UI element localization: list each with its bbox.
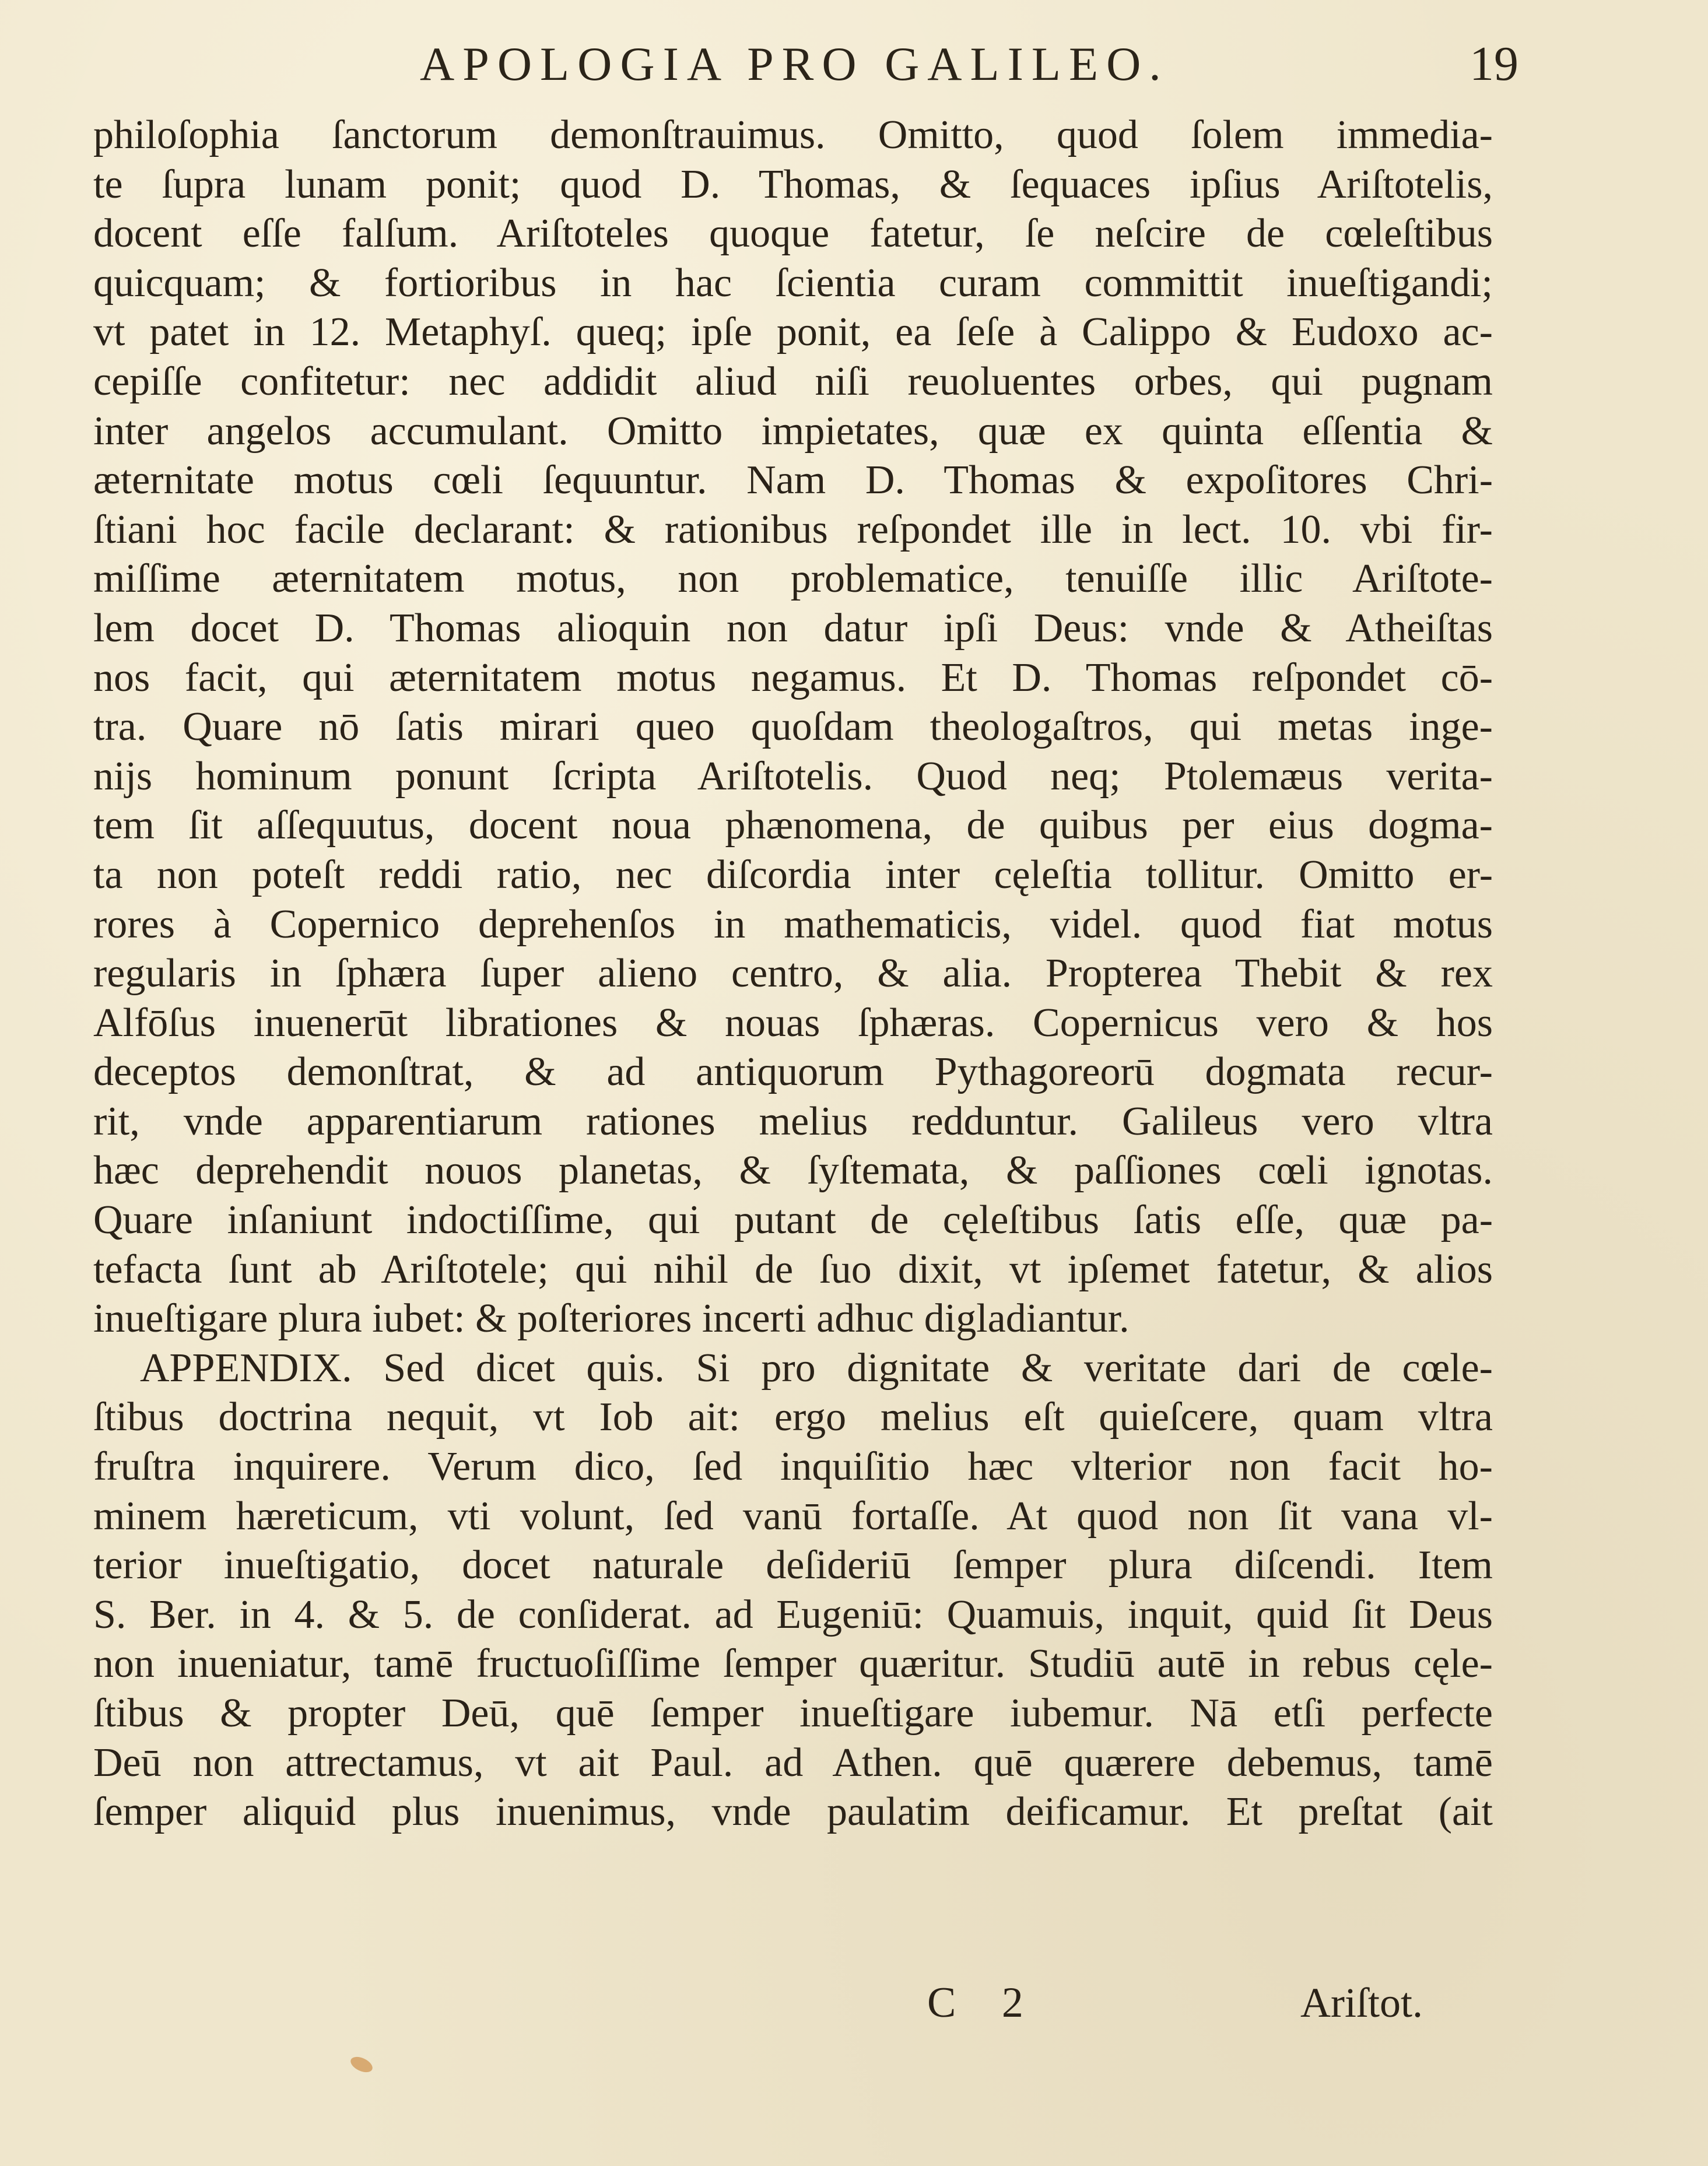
- text-line: APPENDIX. Sed dicet quis. Si pro dignitate & veritate dari de cœle-: [140, 1345, 1493, 1391]
- paper-stain: [348, 2054, 375, 2076]
- text-line: fruſtra inquirere. Verum dico, ſed inquiſitio hæc vlterior non facit ho-: [93, 1444, 1493, 1490]
- text-line: non inueniatur, tamē fructuoſiſſime ſemper quæritur. Studiū autē in rebus cęle-: [93, 1641, 1493, 1687]
- text-line: deceptos demonſtrat, & ad antiquorum Pythagoreorū dogmata recur-: [93, 1049, 1493, 1095]
- text-line: Deū non attrectamus, vt ait Paul. ad Athen. quē quærere debemus, tamē: [93, 1740, 1493, 1785]
- page-header: [0, 29, 1708, 99]
- text-line: minem hæreticum, vti volunt, ſed vanū fortaſſe. At quod non ſit vana vl-: [93, 1493, 1493, 1539]
- text-line: hæc deprehendit nouos planetas, & ſyſtemata, & paſſiones cœli ignotas.: [93, 1148, 1493, 1193]
- text-line: Quare inſaniunt indoctiſſime, qui putant de cęleſtibus ſatis eſſe, quæ pa-: [93, 1198, 1493, 1243]
- text-line: æternitate motus cœli ſequuntur. Nam D. Thomas & expoſitores Chri-: [93, 458, 1493, 503]
- text-line: ſemper aliquid plus inuenimus, vnde paulatim deificamur. Et preſtat (ait: [93, 1789, 1493, 1835]
- text-line: S. Ber. in 4. & 5. de conſiderat. ad Eugeniū: Quamuis, inquit, quid ſit Deus: [93, 1592, 1493, 1637]
- text-line: docent eſſe falſum. Ariſtoteles quoque fatetur, ſe neſcire de cœleſtibus: [93, 211, 1493, 257]
- catchword: Ariſtot.: [1300, 1979, 1423, 2026]
- signature-mark: C 2: [927, 1979, 1041, 2027]
- text-line: nos facit, qui æternitatem motus negamus. Et D. Thomas reſpondet cō-: [93, 655, 1493, 700]
- text-line: ta non poteſt reddi ratio, nec diſcordia inter cęleſtia tollitur. Omitto er-: [93, 852, 1493, 897]
- text-line: ſtibus & propter Deū, quē ſemper inueſtigare iubemur. Nā etſi perfecte: [93, 1691, 1493, 1736]
- text-line: tem ſit aſſequutus, docent noua phænomena, de quibus per eius dogma-: [93, 803, 1493, 848]
- text-line: regularis in ſphæra ſuper alieno centro, & alia. Propterea Thebit & rex: [93, 951, 1493, 996]
- text-line: nijs hominum ponunt ſcripta Ariſtotelis. Quod neq; Ptolemæus verita-: [93, 753, 1493, 799]
- text-line: inueſtigare plura iubet: & poſteriores incerti adhuc digladiantur.: [93, 1296, 1130, 1342]
- text-line: inter angelos accumulant. Omitto impietates, quæ ex quinta eſſentia &: [93, 408, 1493, 454]
- text-line: te ſupra lunam ponit; quod D. Thomas, & ſequaces ipſius Ariſtotelis,: [93, 162, 1493, 207]
- text-line: terior inueſtigatio, docet naturale deſideriū ſemper plura diſcendi. Item: [93, 1543, 1493, 1588]
- text-line: lem docet D. Thomas alioquin non datur ipſi Deus: vnde & Atheiſtas: [93, 605, 1493, 651]
- text-line: philoſophia ſanctorum demonſtrauimus. Omitto, quod ſolem immedia-: [93, 113, 1493, 157]
- text-line: tra. Quare nō ſatis mirari queo quoſdam theologaſtros, qui metas inge-: [93, 704, 1493, 750]
- text-line: ſtibus doctrina nequit, vt Iob ait: ergo melius eſt quieſcere, quam vltra: [93, 1395, 1493, 1440]
- page-footer: [0, 1974, 1708, 2032]
- running-title: APOLOGIA PRO GALILEO.: [420, 37, 1169, 90]
- text-line: tefacta ſunt ab Ariſtotele; qui nihil de ſuo dixit, vt ipſemet fatetur, & alios: [93, 1247, 1493, 1292]
- text-line: ſtiani hoc facile declarant: & rationibus reſpondet ille in lect. 10. vbi fir-: [93, 507, 1493, 552]
- text-line: rores à Copernico deprehenſos in mathematicis, videl. quod fiat motus: [93, 901, 1493, 947]
- text-line: vt patet in 12. Metaphyſ. queq; ipſe ponit, ea ſeſe à Calippo & Eudoxo ac-: [93, 310, 1493, 355]
- text-line: cepiſſe confitetur: nec addidit aliud niſi reuoluentes orbes, qui pugnam: [93, 359, 1493, 404]
- page-number: 19: [1469, 37, 1518, 91]
- text-line: miſſime æternitatem motus, non problematice, tenuiſſe illic Ariſtote-: [93, 556, 1493, 602]
- text-line: rit, vnde apparentiarum rationes melius redduntur. Galileus vero vltra: [93, 1098, 1493, 1144]
- text-line: Alfōſus inuenerūt librationes & nouas ſphæras. Copernicus vero & hos: [93, 1000, 1493, 1045]
- body-text: [93, 111, 1493, 1837]
- text-line: quicquam; & fortioribus in hac ſcientia curam committit inueſtigandi;: [93, 260, 1493, 306]
